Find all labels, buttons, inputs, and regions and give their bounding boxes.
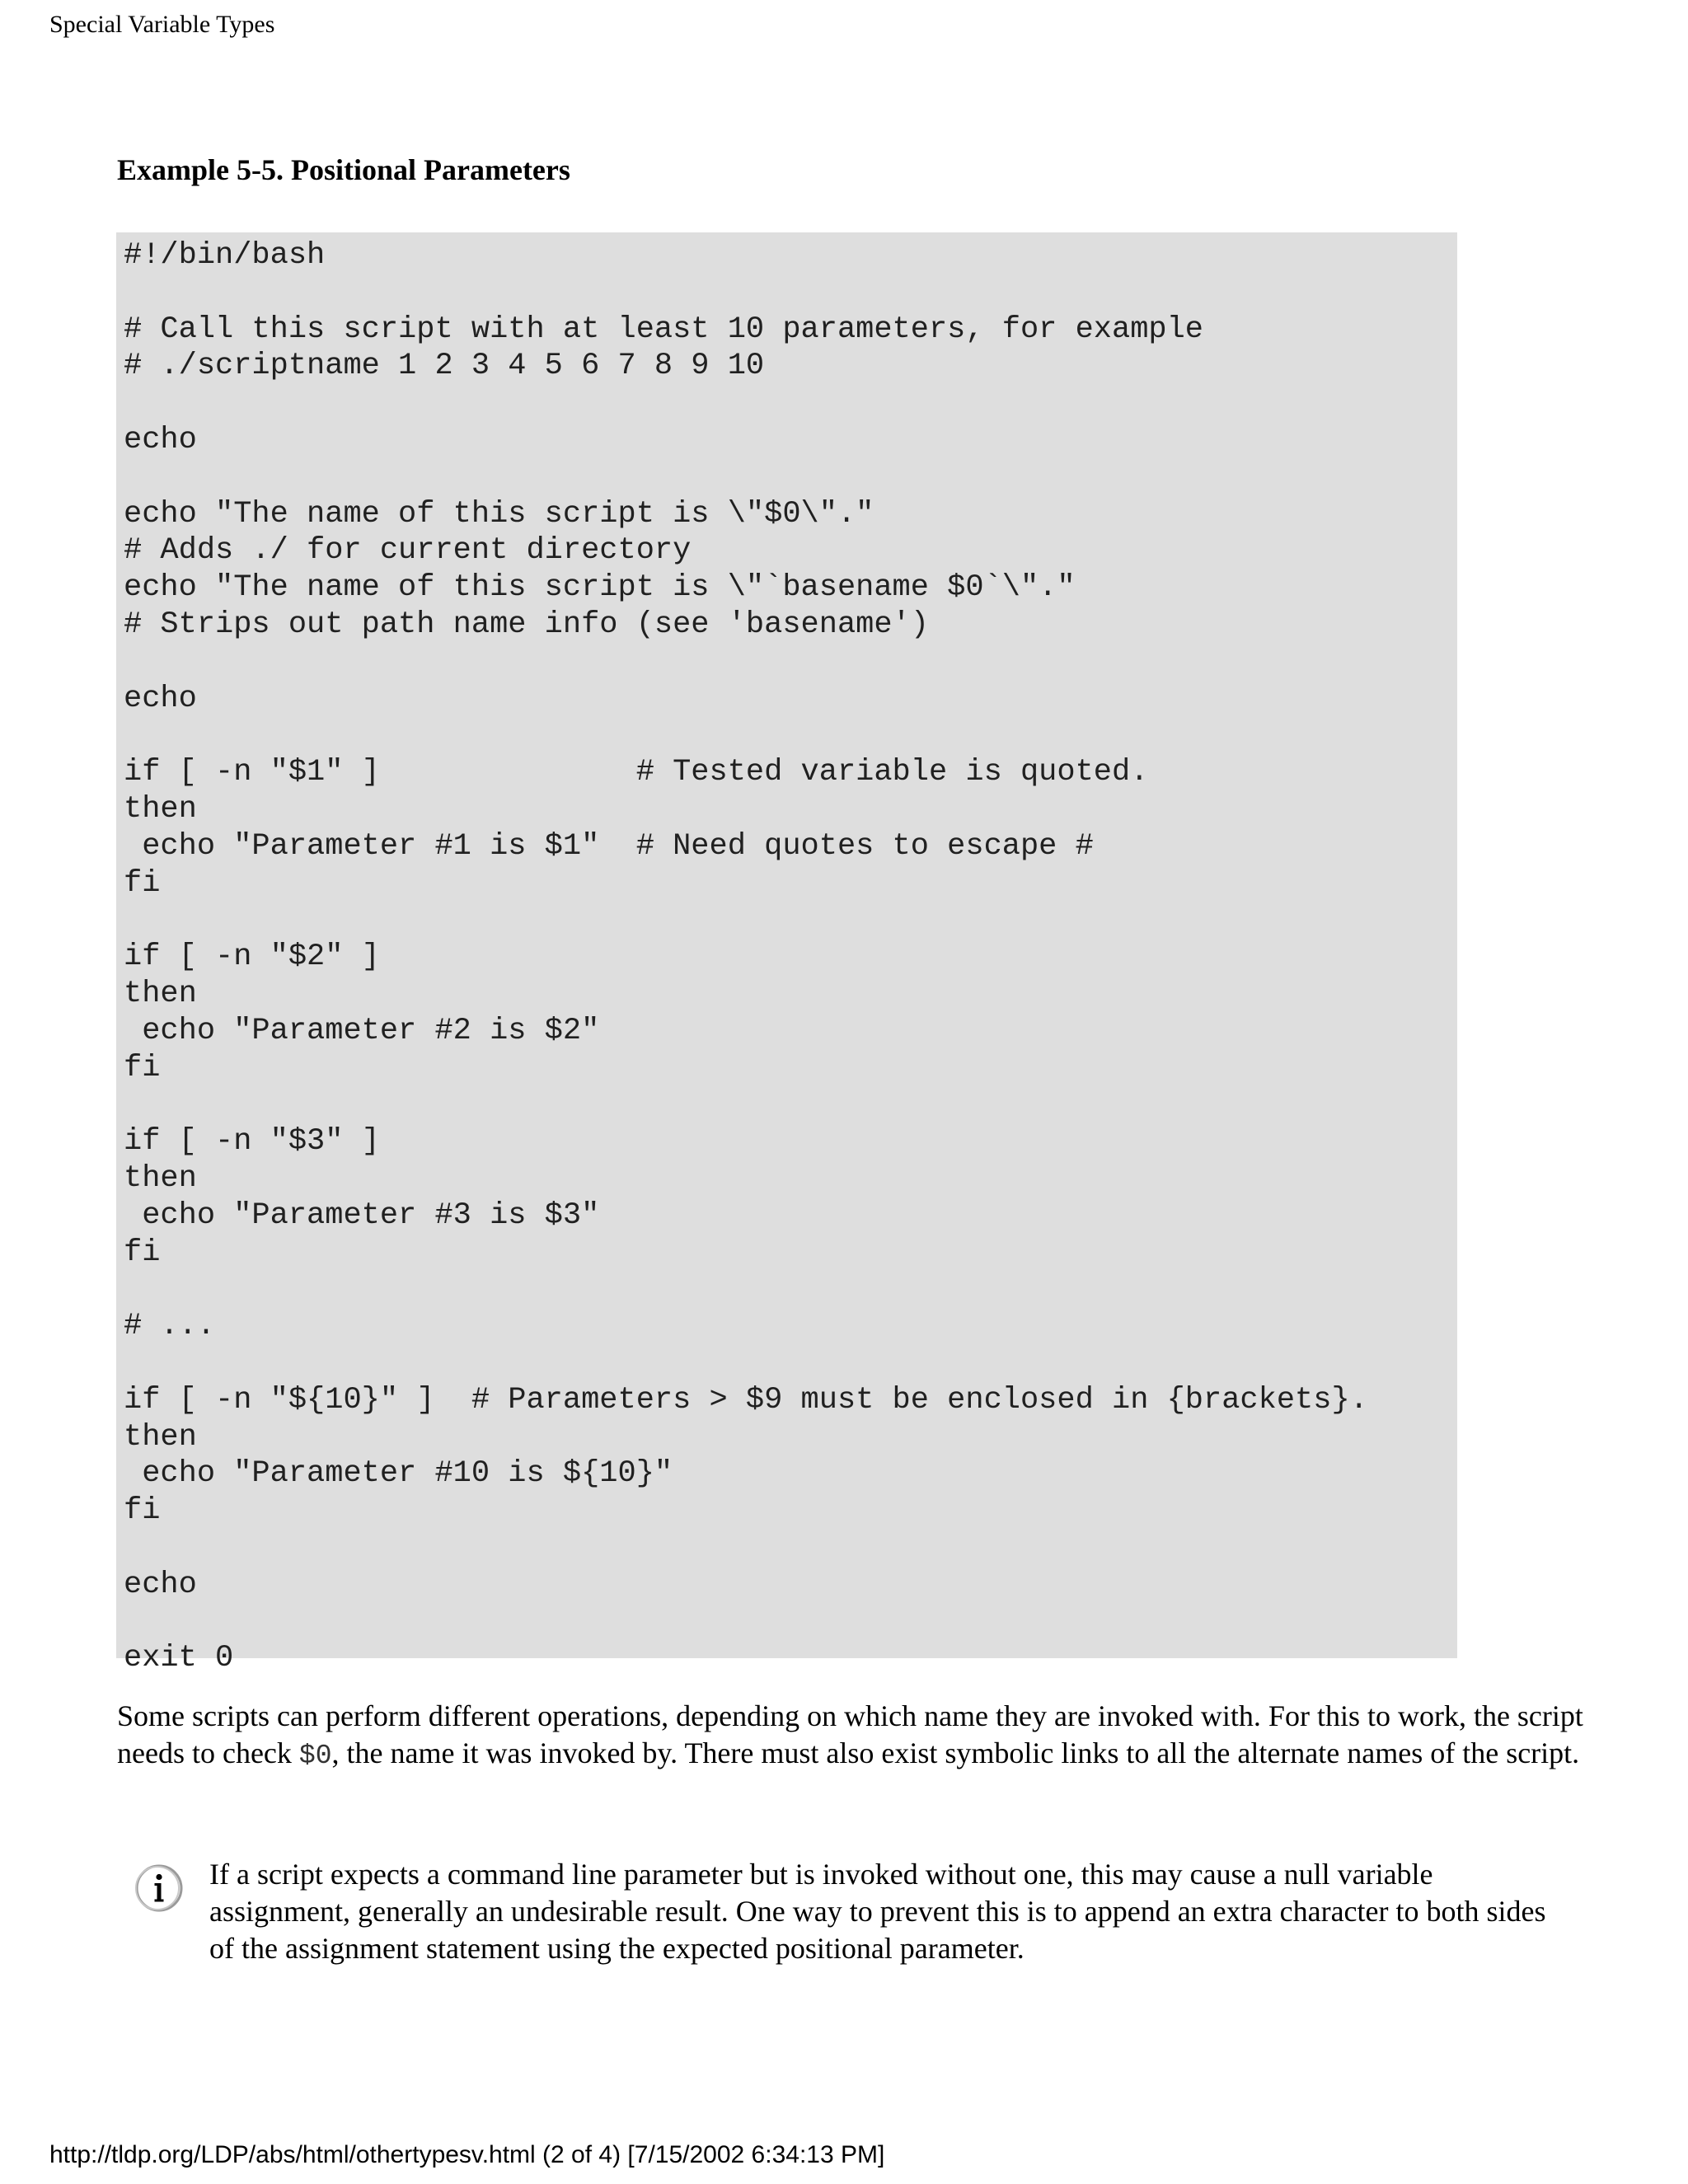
inline-code-dollar-zero: $0	[298, 1741, 332, 1771]
code-listing-text: #!/bin/bash # Call this script with at least 10 parameters, for example # ./scriptname 1 2 3 4 5 6 7 8 9 10 echo echo "The name of this script is \"$0\"." # Adds ./ for current directory echo "The name of this script is \"`basename $0`\"." # Strips out path name info (see 'basename') echo if [ -n "$1" ] # Tested variable is quoted. then echo "Parameter #1 is $1" # Need quotes to escape # fi if [ -n "$2" ] then echo "Parameter #2 is $2" fi if [ -n "$3" ] then echo "Parameter #3 is $3" fi # ... if [ -n "${10}" ] # Parameters > $9 must be enclosed in {brackets}. then echo "Parameter #10 is ${10}" fi echo exit 0	[124, 238, 1368, 1676]
note-text: If a script expects a command line parameter but is invoked without one, this may cause a null variable assignment, generally an undesirable result. One way to prevent this is to append an extra character to both sides of the assignment statement using the expected positional parameter.	[209, 1858, 1546, 1965]
body-paragraph	[117, 1698, 1601, 1774]
example-title: Example 5-5. Positional Parameters	[117, 153, 570, 186]
body-paragraph-text-2: , the name it was invoked by. There must also exist symbolic links to all the alternate names of the script.	[331, 1736, 1580, 1769]
running-header: Special Variable Types	[49, 11, 275, 38]
running-footer: http://tldp.org/LDP/abs/html/othertypesv.html (2 of 4) [7/15/2002 6:34:13 PM]	[49, 2141, 885, 2168]
code-listing	[116, 232, 1457, 1676]
info-icon	[134, 1863, 185, 1914]
body-paragraph-text-1: Some scripts can perform different operations, depending on which name they are invoked with. For this to work, the script needs to check	[117, 1699, 1583, 1769]
